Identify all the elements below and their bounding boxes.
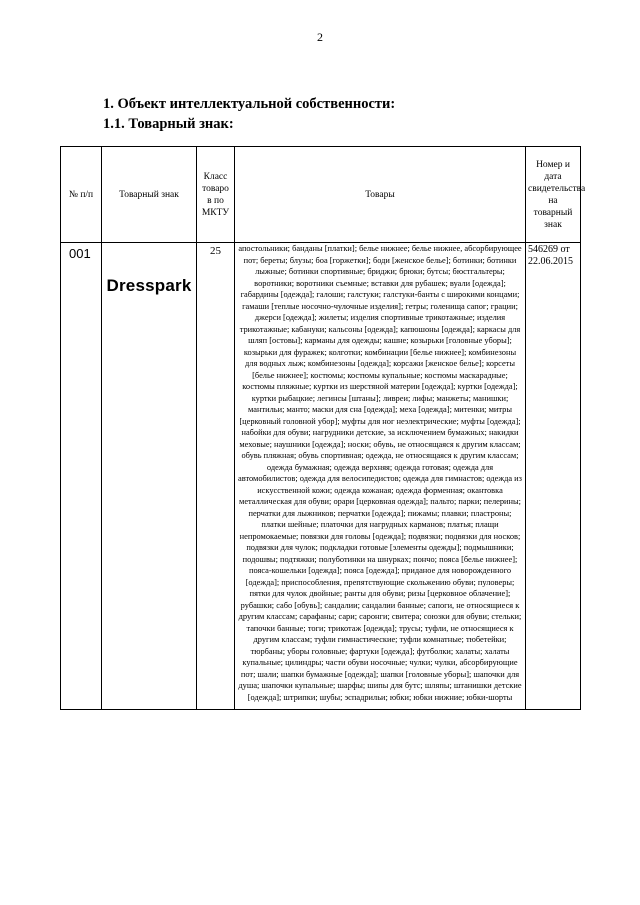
trademark-cell — [102, 243, 197, 710]
goods-list: апостольники; банданы [платки]; белье нижнее; белье нижнее, абсорбирующее пот; береты; блузы; боа [горжетки]; боди [женское белье]; ботинки; ботинки лыжные; ботинки спортивные; бриджи; брюки; бутсы; бюстгальтеры; воротники; воротники съемные; вставки для рубашек; вуали [одежда]; габардины [одежда]; галоши; галстуки; галстуки-банты с широкими концами; гамаши [теплые носочно-чулочные изделия]; гетры; голенища сапог; грации; джерси [одежда]; жилеты; изделия спортивные трикотажные; изделия трикотажные; кабануки; кальсоны [одежда]; капюшоны [одежда]; каркасы для шляп [остовы]; карманы для одежды; кашне; козырьки [головные уборы]; козырьки для фуражек; колготки; комбинации [белье нижнее]; комбинезоны для водных лыж; комбинезоны [одежда]; корсажи [женское белье]; корсеты [белье нижнее]; костюмы; костюмы купальные; костюмы маскарадные; костюмы пляжные; куртки из шерстяной материи [одежда]; куртки [одежда]; куртки рыбацкие; легинсы [штаны]; ливреи; лифы; манжеты; манишки; мантильи; манто; маски для сна [одежда]; меха [одежда]; митенки; митры [церковный головной убор]; муфты для ног неэлектрические; муфты [одежда]; набойки для обуви; нагрудники детские, за исключением бумажных; накидки меховые; наушники [одежда]; носки; обувь, не относящаяся к другим классам; обувь пляжная; обувь спортивная; одежда, не относящаяся к другим классам; одежда бумажная; одежда верхняя; одежда готовая; одежда для автомобилистов; одежда для велосипедистов; одежда для гимнастов; одежда из искусственной кожи; одежда кожаная; одежда форменная; окантовка металлическая для обуви; орари [церковная одежда]; пальто; парки; пелерины; перчатки для лыжников; перчатки [одежда]; пижамы; плавки; пластроны; платки шейные; платочки для нагрудных карманов; платья; плащи непромокаемые; повязки для головы [одежда]; подвязки; подвязки для носков; подвязки для чулок; подкладки готовые [элементы одежды]; подмышники; подошвы; подтяжки; полуботинки на шнурках; пончо; пояса [белье нижнее]; пояса-кошельки [одежда]; пояса [одежда]; приданое для новорожденного [одежда]; приспособления, препятствующие скольжению обуви; пуловеры; пятки для чулок двойные; ранты для обуви; ризы [церковное облачение]; рубашки; сабо [обувь]; сандалии; сандалии банные; сапоги, не относящиеся к другим классам; сарафаны; сари; саронги; свитера; союзки для обуви; стельки; тапочки банные; тоги; трикотаж [одежда]; трусы; туфли, не относящиеся к другим классам; туфли гимнастические; туфли комнатные; тюбетейки; тюрбаны; уборы головные; фартуки [одежда]; футболки; халаты; халаты купальные; цилиндры; части обуви носочные; чулки; чулки, абсорбирующие пот; шали; шапки бумажные [одежда]; шапки [головные уборы]; шапочки для душа; шапочки купальные; шарфы; шипы для бутс; шляпы; штанишки детские [одежда]; штрипки; шубы; эспадрильи; юбки; юбки нижние; юбки-шорты — [235, 243, 526, 710]
registration-number: 546269 от 22.06.2015 — [526, 243, 581, 710]
header-registration: Номер и дата свидетельства на товарный знак — [526, 147, 581, 243]
nice-class: 25 — [197, 243, 235, 710]
header-num: № п/п — [61, 147, 102, 243]
section-heading: 1. Объект интеллектуальной собственности: — [103, 96, 396, 112]
trademark-logo: Dresspark — [106, 276, 192, 295]
trademark-table — [60, 146, 586, 710]
header-goods: Товары — [235, 147, 526, 243]
header-class: Класс товаро в по МКТУ — [197, 147, 235, 243]
table-row — [61, 243, 581, 710]
page-number: 2 — [317, 30, 323, 44]
table-header-row — [61, 147, 581, 243]
row-number: 001 — [61, 243, 102, 710]
header-mark: Товарный знак — [102, 147, 197, 243]
subsection-heading: 1.1. Товарный знак: — [103, 116, 234, 132]
